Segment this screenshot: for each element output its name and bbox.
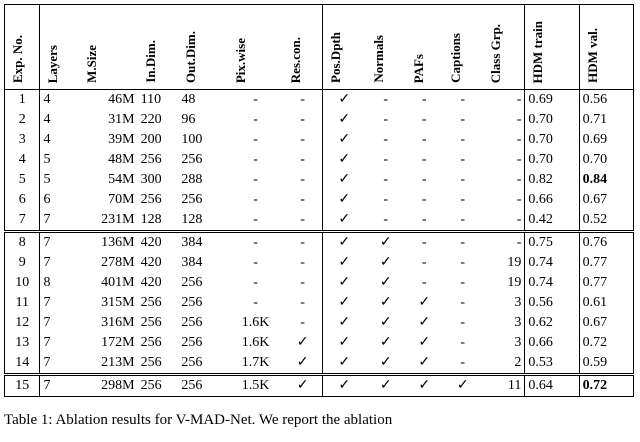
table-row [5,232,634,254]
table-cell: 7 [5,210,40,232]
header-row [5,5,634,90]
header-label: Class Grp. [487,23,503,83]
table-cell: - [460,172,466,187]
table-cell: - [283,293,322,313]
table-cell: 231M [101,212,135,227]
table-cell: 39M [108,132,135,147]
table-cell: ✓ [418,355,431,370]
table-cell: - [383,172,389,187]
header-cell [579,5,633,90]
table-cell: - [421,255,427,270]
table-cell: - [483,90,525,111]
table-cell: - [283,170,322,190]
table-cell: - [383,152,389,167]
table-row [5,375,634,397]
header-cell [228,5,284,90]
table-cell: 3 [5,130,40,150]
table-cell: - [383,132,389,147]
table-cell: 420 [140,255,162,270]
header-cell [178,5,227,90]
table-cell: ✓ [322,232,365,254]
table-cell: 8 [5,232,40,254]
table-cell: 54M [108,172,135,187]
table-cell: ✓ [283,333,322,353]
table-cell: 10 [5,273,40,293]
table-cell: 315M [101,295,135,310]
table-cell: - [253,275,258,290]
table-cell: 7 [40,232,79,254]
table-cell: 5 [43,172,51,187]
table-cell: 0.70 [579,150,633,170]
table-cell: 46M [79,90,138,111]
table-cell: 8 [43,275,51,290]
table-row [5,333,634,353]
table-row [5,210,634,232]
table-cell: - [406,90,443,111]
table-cell: 278M [101,255,135,270]
table-cell: - [253,212,258,227]
table-cell: 128 [181,212,203,227]
table-cell: 0.70 [525,110,579,130]
header-cell [525,5,579,90]
table-cell: ✓ [322,190,365,210]
table-cell: 256 [181,355,203,370]
table-cell: 19 [483,273,525,293]
header-cell [138,5,179,90]
table-cell: 0.59 [579,353,633,375]
header-cell [483,5,525,90]
table-cell: 13 [5,333,40,353]
table-row [5,90,634,111]
table-cell: 172M [101,335,135,350]
table-cell: - [228,90,284,111]
table-cell: 256 [181,295,203,310]
table-cell: 256 [181,192,203,207]
table-cell: 1.5K [228,375,284,397]
header-cell [322,5,365,90]
table-cell: 3 [483,313,525,333]
table-cell: ✓ [322,150,365,170]
table-cell: 0.74 [525,273,579,293]
table-cell: 0.56 [525,293,579,313]
table-cell: - [253,152,258,167]
table-cell: - [283,210,322,232]
table-cell: 0.52 [579,210,633,232]
table-row [5,253,634,273]
table-cell: 384 [178,232,227,254]
table-cell: 401M [101,275,135,290]
table-cell: 3 [483,333,525,353]
table-cell: 128 [140,212,162,227]
table-cell: 7 [43,335,51,350]
table-cell: 1.6K [241,335,270,350]
header-cell [443,5,483,90]
table-cell: - [460,355,466,370]
table-cell: 96 [181,112,196,127]
table-cell: 256 [140,315,162,330]
table-cell: 7 [43,255,51,270]
table-cell: - [460,152,466,167]
table-cell: - [483,150,525,170]
table-cell: ✓ [322,90,365,111]
table-cell: 48M [108,152,135,167]
table-cell: 0.82 [525,170,579,190]
table-cell: - [483,190,525,210]
table-cell: ✓ [379,335,392,350]
table-cell: ✓ [322,110,365,130]
table-cell: - [283,130,322,150]
header-cell [40,5,79,90]
header-label: In.Dim. [142,40,158,83]
table-cell: 316M [101,315,135,330]
table-cell: ✓ [418,335,431,350]
header-cell [283,5,322,90]
table-cell: 0.72 [579,333,633,353]
table-cell: - [253,255,258,270]
table-row [5,293,634,313]
table-cell: 0.66 [525,333,579,353]
table-cell: ✓ [406,375,443,397]
header-label: Res.con. [288,36,304,83]
header-label: Out.Dim. [183,31,199,83]
table-cell: 6 [5,190,40,210]
table-cell: - [460,295,466,310]
table-cell: ✓ [322,293,365,313]
table-cell: 48 [178,90,227,111]
table-cell: 256 [140,335,162,350]
table-cell: - [283,190,322,210]
table-cell: ✓ [322,353,365,375]
table-cell: 7 [43,295,51,310]
header-label: Pix.wise [232,37,248,83]
table-cell: 15 [5,375,40,397]
table-cell: 4 [43,132,51,147]
table-cell: 2 [483,353,525,375]
table-cell: 14 [5,353,40,375]
table-cell: 100 [181,132,203,147]
table-cell: 19 [483,253,525,273]
table-caption: Table 1: Ablation results for V-MAD-Net. We report the ablation [4,412,393,428]
table-cell: 256 [140,192,162,207]
table-cell: - [421,112,427,127]
table-cell: ✓ [443,375,483,397]
table-row [5,150,634,170]
table-cell: ✓ [366,375,406,397]
table-cell: ✓ [322,170,365,190]
table-cell: - [253,172,258,187]
table-cell: ✓ [283,375,322,397]
table-cell: 256 [140,152,162,167]
table-cell: 0.70 [525,150,579,170]
table-cell: - [383,192,389,207]
table-cell: - [421,192,427,207]
table-cell: 3 [483,293,525,313]
table-cell: - [253,112,258,127]
table-cell: - [483,110,525,130]
header-label: Exp. No. [10,34,25,83]
table-cell: 31M [108,112,135,127]
table-cell: - [383,112,389,127]
table-cell: 200 [140,132,162,147]
table-body [5,90,634,397]
table-cell: 11 [483,375,525,397]
table-cell: 9 [5,253,40,273]
table-cell: 0.62 [525,313,579,333]
table-cell: 384 [181,255,203,270]
table-cell: 0.76 [579,232,633,254]
table-cell: - [443,232,483,254]
table-cell: 213M [101,355,135,370]
table-cell: 256 [181,275,203,290]
table-cell: 288 [181,172,203,187]
table-cell: - [443,90,483,111]
table-cell: - [421,275,427,290]
table-cell: 4 [43,112,51,127]
table-cell: 256 [138,375,179,397]
table-cell: - [460,112,466,127]
table-cell: ✓ [379,275,392,290]
table-cell: - [283,90,322,111]
table-cell: 0.66 [525,190,579,210]
header-cell [79,5,138,90]
table-cell: 136M [79,232,138,254]
table-cell: ✓ [322,273,365,293]
table-cell: - [283,232,322,254]
table-cell: ✓ [379,295,392,310]
table-cell: ✓ [379,315,392,330]
table-cell: 0.56 [579,90,633,111]
table-cell: 110 [138,90,179,111]
header-label: HDM train [530,20,546,83]
table-cell: 0.61 [579,293,633,313]
table-cell: 6 [43,192,51,207]
table-cell: 2 [5,110,40,130]
table-cell: - [366,90,406,111]
table-cell: 420 [138,232,179,254]
table-cell: - [383,212,389,227]
table-cell: ✓ [322,375,365,397]
table-row [5,273,634,293]
table-cell: 420 [140,275,162,290]
table-cell: 0.74 [525,253,579,273]
table-cell: - [283,253,322,273]
table-cell: ✓ [322,130,365,150]
table-cell: - [253,132,258,147]
table-cell: - [253,295,258,310]
table-cell: - [283,273,322,293]
table-cell: ✓ [322,253,365,273]
table-cell: 300 [140,172,162,187]
ablation-table [4,4,634,397]
table-cell: - [283,150,322,170]
table-cell: ✓ [379,255,392,270]
table-cell: - [460,255,466,270]
table-cell: 0.69 [525,90,579,111]
table-cell: 0.71 [579,110,633,130]
table-cell: - [460,315,466,330]
table-cell: 12 [5,313,40,333]
table-cell: - [283,313,322,333]
table-cell: 7 [43,212,51,227]
table-cell: 256 [181,152,203,167]
header-label: Pos.Dpth [327,32,343,83]
table-cell: 1.7K [241,355,270,370]
table-cell: - [483,210,525,232]
header-cell [406,5,443,90]
header-label: Layers [45,44,61,83]
table-cell: 0.69 [579,130,633,150]
header-cell [366,5,406,90]
table-cell: - [421,132,427,147]
table-cell: - [460,275,466,290]
table-cell: 256 [140,355,162,370]
table-cell: 7 [40,375,79,397]
table-header [5,5,634,90]
table-cell: 0.84 [579,170,633,190]
table-cell: 220 [140,112,162,127]
header-cell [5,5,40,90]
table-row [5,353,634,375]
table-cell: 256 [181,315,203,330]
table-cell: - [460,132,466,147]
table-cell: ✓ [322,333,365,353]
table-cell: ✓ [366,232,406,254]
table-cell: 0.67 [579,313,633,333]
table-cell: 4 [5,150,40,170]
table-cell: 7 [43,315,51,330]
table-cell: - [253,192,258,207]
table-cell: 0.77 [579,253,633,273]
table-cell: 0.53 [525,353,579,375]
table-cell: - [483,130,525,150]
table-cell: ✓ [322,313,365,333]
table-cell: ✓ [418,295,431,310]
table-cell: 0.64 [525,375,579,397]
table-cell: 256 [178,375,227,397]
table-cell: - [421,212,427,227]
table-cell: 0.77 [579,273,633,293]
table-cell: - [460,335,466,350]
table-cell: 0.70 [525,130,579,150]
header-label: PAFs [410,53,426,83]
header-label: HDM val. [584,28,600,83]
table-cell: ✓ [322,210,365,232]
table-cell: - [283,110,322,130]
table-row [5,313,634,333]
table-cell: 5 [43,152,51,167]
table-cell: 5 [5,170,40,190]
table-cell: 0.75 [525,232,579,254]
table-cell: 256 [181,335,203,350]
table-cell: 11 [5,293,40,313]
table-cell: ✓ [283,353,322,375]
table-cell: - [406,232,443,254]
table-row [5,110,634,130]
table-cell: - [460,192,466,207]
table-cell: - [228,232,284,254]
table-cell: 7 [43,355,51,370]
table-cell: 0.67 [579,190,633,210]
header-label: M.Size [83,45,99,83]
table-cell: - [421,152,427,167]
header-label: Normals [370,35,386,83]
table-cell: 298M [79,375,138,397]
table-cell: - [421,172,427,187]
table-cell: ✓ [379,355,392,370]
table-cell: - [460,212,466,227]
header-label: Captions [447,33,463,83]
table-cell: 70M [108,192,135,207]
table-cell: 1 [5,90,40,111]
table-row [5,190,634,210]
table-row [5,130,634,150]
table-cell: - [483,170,525,190]
table-cell: ✓ [418,315,431,330]
table-cell: 0.42 [525,210,579,232]
table-cell: 256 [140,295,162,310]
table-cell: 0.72 [579,375,633,397]
table-cell: 1.6K [241,315,270,330]
table-cell: - [483,232,525,254]
table-row [5,170,634,190]
table-cell: 4 [40,90,79,111]
